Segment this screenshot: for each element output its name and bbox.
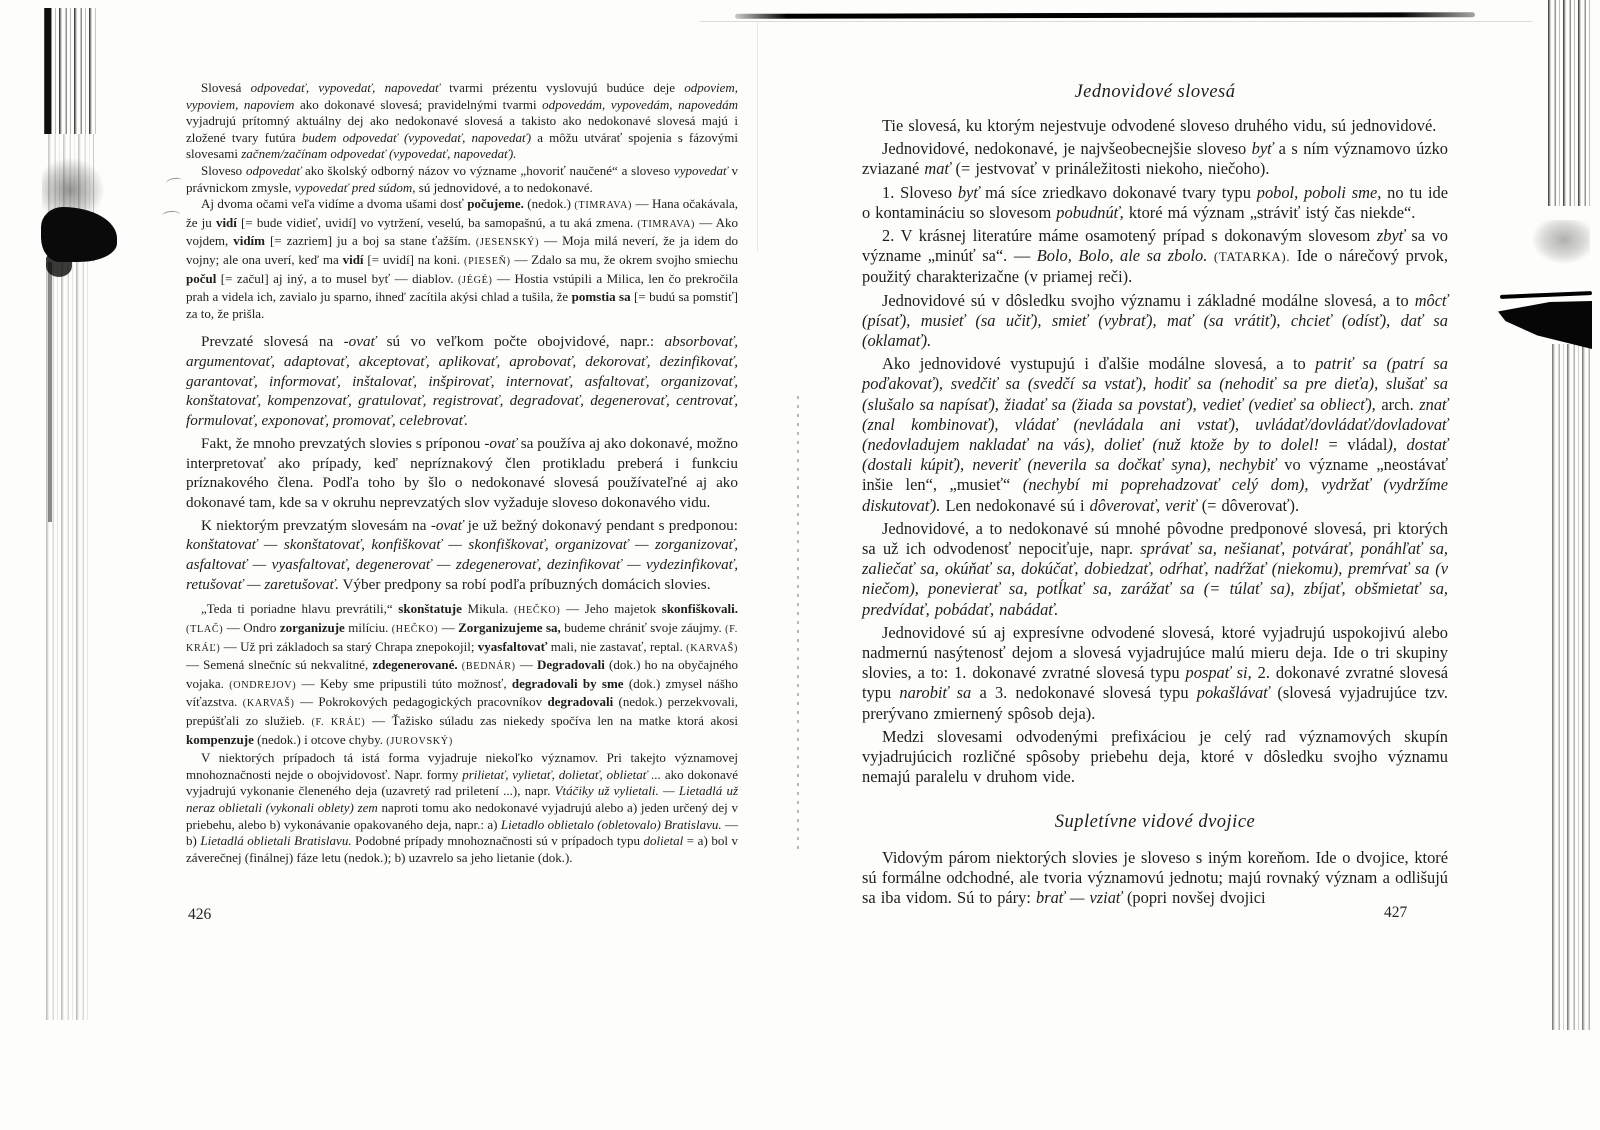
- left-page: [186, 80, 738, 866]
- paragraph: 2. V krásnej literatúre máme osamotený prípad s dokonavým slovesom zbyť sa vo význame „minúť sa“. — Bolo, Bolo, ale sa zbolo. (TATARKA). Ide o nárečový prvok, použitý charakterizačne (v priamej reči).: [862, 226, 1448, 287]
- scan-ink-line-right: [1500, 291, 1592, 299]
- section-heading: Supletívne vidové dvojice: [1054, 811, 1256, 832]
- paragraph: Tie slovesá, ku ktorým nejestvuje odvodené sloveso druhého vidu, sú jednovidové.: [882, 116, 1437, 135]
- right-page-text: [862, 82, 1448, 908]
- paragraph: Medzi slovesami odvodenými prefixáciou je celý rad významových skupín vyjadrujúcich rozličné spôsoby priebehu deja, ktoré v dôsledku svojho významu nemajú paralelu v druhom vide.: [862, 726, 1448, 787]
- paragraph: Jednovidové, nedokonavé, je najvšeobecnejšie sloveso byť a s ním významovo úzko zviazané mať (= jestvovať v prináležitosti niekoho, niečoho).: [862, 139, 1448, 179]
- paragraph: Sloveso odpovedať ako školský odborný názov vo význame „hovoriť naučené“ a sloveso vypovedať v právnickom zmysle, vypovedať pred súdom, sú jednovidové, a to nedokonavé.: [186, 162, 739, 195]
- paragraph: Vidovým párom niektorých slovies je sloveso s iným koreňom. Ide o dvojice, ktoré sú formálne odchodné, ale tvoria významovú jednotu; majú rovnaký význam a odlišujú sa iba vidom. Sú to páry: brať — vziať (popri novšej dvojici: [862, 847, 1448, 907]
- scan-page-edge-streaks-right-top: [1548, 0, 1592, 206]
- margin-annotation-mark: [165, 177, 182, 188]
- scan-page-top-hairline: [700, 21, 1532, 22]
- scan-gutter-fold-line: [797, 396, 799, 854]
- paragraph: K niektorým prevzatým slovesám na -ovať je už bežný dokonavý pendant s predponou: konštatovať — skonštatovať, konfiškovať — skonfiškovať, organizovať — zorganizovať, asfaltovať — vyasfaltovať, degenerovať — zdegenerovať, dezinfikovať — vydezinfikovať, retušovať — zaretušovať. Výber predpony sa robí podľa príbuzných domácich slovies.: [186, 516, 738, 593]
- scan-smudge-right: [1532, 220, 1590, 264]
- left-page-number: 426: [188, 906, 212, 923]
- right-page-number: 427: [1384, 904, 1408, 921]
- scan-page-top-edge-line: [735, 12, 1475, 19]
- paragraph: Ako jednovidové vystupujú i ďalšie modálne slovesá, a to patriť sa (patrí sa poďakovať), svedčiť sa (svedčí sa vstať), hodiť sa (nehodiť sa pre dieťa), slušať sa (slušalo sa napísať), žiadať sa (žiada sa povstať), vedieť (vedieť sa obliecť), arch. znať (znal kombinovať), vládať (nevládala ani vstať), uvládať/dovládať/dovladovať (nedovladujem nakladať na vás), dolieť (nuž ktože by to dolel! = vládal), dostať (dostali kúpiť), neveriť (neverila sa dočkať syna), nechybiť vo význame „neostávať inšie len“, „musieť“ (nechybí mi poprehadzovať celý dom), vydržať (vydržíme diskutovať). Len nedokonavé sú i dôverovať, veriť (= dôverovať).: [862, 354, 1449, 515]
- scan-page-edge-streaks-left-bottom: [46, 262, 88, 1020]
- paragraph: Jednovidové, a to nedokonavé sú mnohé pôvodne predponové slovesá, pri ktorých sa už ich odvodenosť nepociťuje, napr. správať sa, nešianať, potvárať, ponáhľať sa, zaliečať sa, okúňať sa, dokúčať, dobiedzať, odŕhať, nadŕžať (niekomu), premŕvať sa (v niečom), ponevierať sa, potĺkať sa, zarážať sa (= túlať sa), zbíjať, obšmietať sa, predvídať, pobádať, nabádať.: [862, 518, 1449, 619]
- scan-ink-blob-left: [41, 207, 117, 262]
- paragraph: Prevzaté slovesá na -ovať sú vo veľkom počte obojvidové, napr.: absorbovať, argumentovať, adaptovať, akceptovať, aplikovať, aprobovať, dekorovať, dezinfikovať, garantovať, informovať, inštalovať, inšpirovať, internovať, asfaltovať, organizovať, konštatovať, kompenzovať, gratulovať, registrovať, degradovať, degenerovať, centrovať, formulovať, exponovať, promovať, celebrovať.: [186, 333, 738, 430]
- paragraph: Slovesá odpovedať, vypovedať, napovedať tvarmi prézentu vyslovujú budúce deje odpoviem, vypoviem, napoviem ako dokonavé slovesá; pravidelnými tvarmi odpovedám, vypovedám, napovedám vyjadrujú prítomný aktuálny dej ako nedokonavé slovesá a takisto ako nedokonavé slovesá majú i zložené tvary futúra budem odpovedať (vypovedať, napovedať) a môžu utvárať spojenia s fázovými slovesami začnem/začínam odpovedať (vypovedať, napovedať).: [186, 80, 739, 162]
- margin-annotation-mark: [162, 210, 181, 219]
- right-page: [862, 82, 1448, 908]
- scan-page-edge-line-left: [45, 8, 51, 134]
- scan-ink-blob-right: [1498, 301, 1592, 349]
- paragraph: „Teda ti poriadne hlavu prevrátili,“ skonštatuje Mikula. (HEČKO) — Jeho majetok skonfiškovali. (TLAČ) — Ondro zorganizuje milíciu. (HEČKO) — Zorganizujeme sa, budeme chrániť svoje záujmy. (F. KRÁĽ) — Už pri základoch sa starý Chrapa znepokojil; vyasfaltovať mali, nie zastavať, reptal. (KARVAŠ) — Semená slnečníc sú nekvalitné, zdegenerované. (BEDNÁR) — Degradovali (dok.) ho na obyčajného vojaka. (ONDREJOV) — Keby sme pripustili túto možnosť, degradovali by sme (dok.) zmysel nášho víťazstva. (KARVAŠ) — Pokrokových pedagogických pracovníkov degradovali (nedok.) perzekvovali, prepúšťali zo služieb. (F. KRÁĽ) — Ťažisko súladu zas niekedy spočíva len na matke ktorá akosi kompenzuje (nedok.) i otcove chyby. (JUROVSKÝ): [186, 601, 739, 747]
- paragraph: Jednovidové sú aj expresívne odvodené slovesá, ktoré vyjadrujú uspokojivú alebo nadmernú nasýtenosť dejom a slovesá vyjadrujúce malú mieru deja. Ide o tri skupiny slovies, a to: 1. dokonavé zvratné slovesá typu pospať si, 2. dokonavé zvratné slovesá typu narobiť sa a 3. nedokonavé slovesá typu pokašlávať (slovesá vyjadrujúce tzv. prerývano zmiernený spôsob deja).: [862, 622, 1449, 723]
- scan-page-edge-streaks-right-bottom: [1552, 344, 1592, 1030]
- paragraph: Fakt, že mnoho prevzatých slovies s príponou -ovať sa používa aj ako dokonavé, možno interpretovať ako prípady, keď nepríznakový člen protikladu preberá i funkciu príznakového člena. Podľa toho by šlo o nedokonavé slovesá používateľné aj ako dokonavé tam, kde sa v okruhu neprevzatých slov vyžaduje sloveso dokonavého vidu.: [186, 434, 739, 511]
- scan-page-edge-streaks-left-top: [44, 8, 96, 134]
- paragraph: 1. Sloveso byť má síce zriedkavo dokonavé tvary typu pobol, poboli sme, no tu ide o kontamináciu so slovesom pobudnúť, ktoré má význam „stráviť istý čas niekde“.: [862, 182, 1448, 222]
- scan-page-fold-hairline: [757, 22, 758, 252]
- section-heading: Jednovidové slovesá: [1074, 82, 1236, 102]
- paragraph: Aj dvoma očami veľa vidíme a dvoma ušami dosť počujeme. (nedok.) (TIMRAVA) — Hana očakávala, že ju vidí [= bude vidieť, uvidí] vo vytržení, veselú, ba samopašnú, a tu aká zmena. (TIMRAVA) — Ako vojdem, vidím [= zazriem] ju a boj sa stane ťažším. (JESENSKÝ) — Moja milá neverí, že ja idem do vojny; ale ona uverí, keď ma vidí [= uvidí] na koni. (PIESEŇ) — Zdalo sa mu, že okrem svojho smiechu počul [= začul] aj iný, a to musel byť — diablov. (JÉGÉ) — Hostia vstúpili a Milica, len čo prekročila prah a videla ich, zavialo ju sparno, ihneď zacítila akýsi chlad a tušila, že pomstia sa [= budú sa pomstiť] za to, že prišla.: [186, 196, 739, 321]
- paragraph: Jednovidové sú v dôsledku svojho významu i základné modálne slovesá, a to môcť (písať), musieť (sa učiť), smieť (vybrať), mať (sa vrátiť), chcieť (odísť), dať sa (oklamať).: [862, 290, 1448, 351]
- paragraph: V niektorých prípadoch tá istá forma vyjadruje niekoľko významov. Pri takejto významovej mnohoznačnosti nejde o obojvidovosť. Napr. formy prilietať, vylietať, dolietať, oblietať ... ako dokonavé vyjadrujú vykonanie členeného deja (uzavretý rad priletení ...), napr. Vtáčiky už vylietali. — Lietadlá už neraz oblietali (vykonali oblety) zem naproti tomu ako nedokonavé vyjadrujú alebo a) jeden určený dej v priebehu, alebo b) vykonávanie opakovaného deja, napr.: a) Lietadlo oblietalo (obletovalo) Bratislavu. — b) Lietadlá oblietali Bratislavu. Podobné prípady mnohoznačnosti sú v prípadoch typu dolietal = a) bol v záverečnej (finálnej) fáze letu (nedok.); b) uzavrelo sa jeho lietanie (dok.).: [186, 750, 739, 865]
- scan-page-edge-line-left-lower: [48, 262, 52, 522]
- left-page-text: [186, 80, 738, 866]
